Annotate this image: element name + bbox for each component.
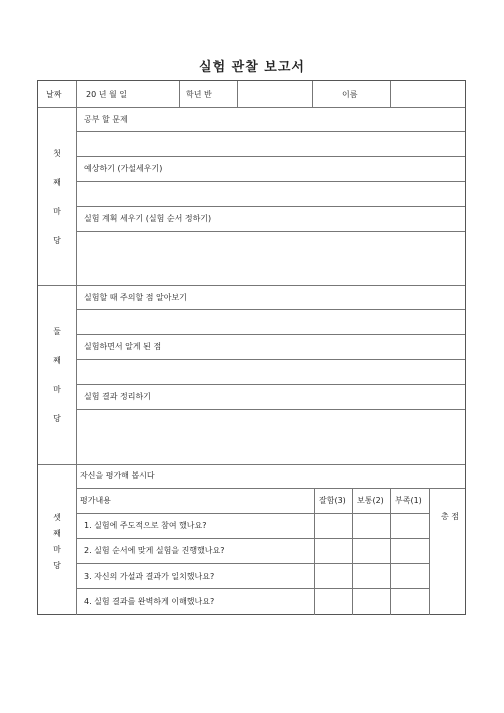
section2-prompt-results: 실험 결과 정리하기 bbox=[84, 392, 151, 401]
section3-intro: 자신을 평가해 봅시다 bbox=[80, 471, 155, 480]
class-label[interactable]: 학년 반 bbox=[186, 90, 212, 99]
section1-prompt-study-topic: 공부 할 문제 bbox=[84, 115, 128, 124]
eval-content-header: 평가내용 bbox=[80, 496, 111, 505]
section1-prompt-hypothesis: 예상하기 (가설세우기) bbox=[84, 164, 163, 173]
page-title: 실험 관찰 보고서 bbox=[199, 60, 305, 75]
date-value[interactable]: 20 년 월 일 bbox=[86, 90, 127, 99]
col-poor-header: 부족(1) bbox=[395, 496, 422, 505]
col-total-header: 총 점 bbox=[441, 512, 459, 521]
section2-label: 둘 째 마 당 bbox=[53, 327, 61, 423]
section2-prompt-cautions: 실험할 때 주의할 점 알아보기 bbox=[84, 293, 187, 302]
date-label: 날짜 bbox=[46, 90, 62, 99]
col-normal-header: 보통(2) bbox=[357, 496, 384, 505]
name-label: 이름 bbox=[342, 90, 358, 99]
section1-prompt-plan: 실험 계획 세우기 (실험 순서 정하기) bbox=[84, 214, 212, 223]
section1-label: 첫 째 마 당 bbox=[53, 149, 61, 245]
eval-item-4: 4. 실험 결과를 완벽하게 이해했나요? bbox=[84, 597, 215, 606]
eval-item-1: 1. 실험에 주도적으로 참여 했나요? bbox=[84, 521, 207, 530]
eval-item-2: 2. 실험 순서에 맞게 실험을 진행했나요? bbox=[84, 546, 225, 555]
section3-label: 셋 째 마 당 bbox=[53, 513, 61, 570]
section2-prompt-learned: 실험하면서 알게 된 점 bbox=[84, 342, 162, 351]
col-good-header: 잘함(3) bbox=[319, 496, 346, 505]
eval-item-3: 3. 자신의 가설과 결과가 일치했나요? bbox=[84, 572, 215, 581]
report-form bbox=[37, 80, 466, 615]
